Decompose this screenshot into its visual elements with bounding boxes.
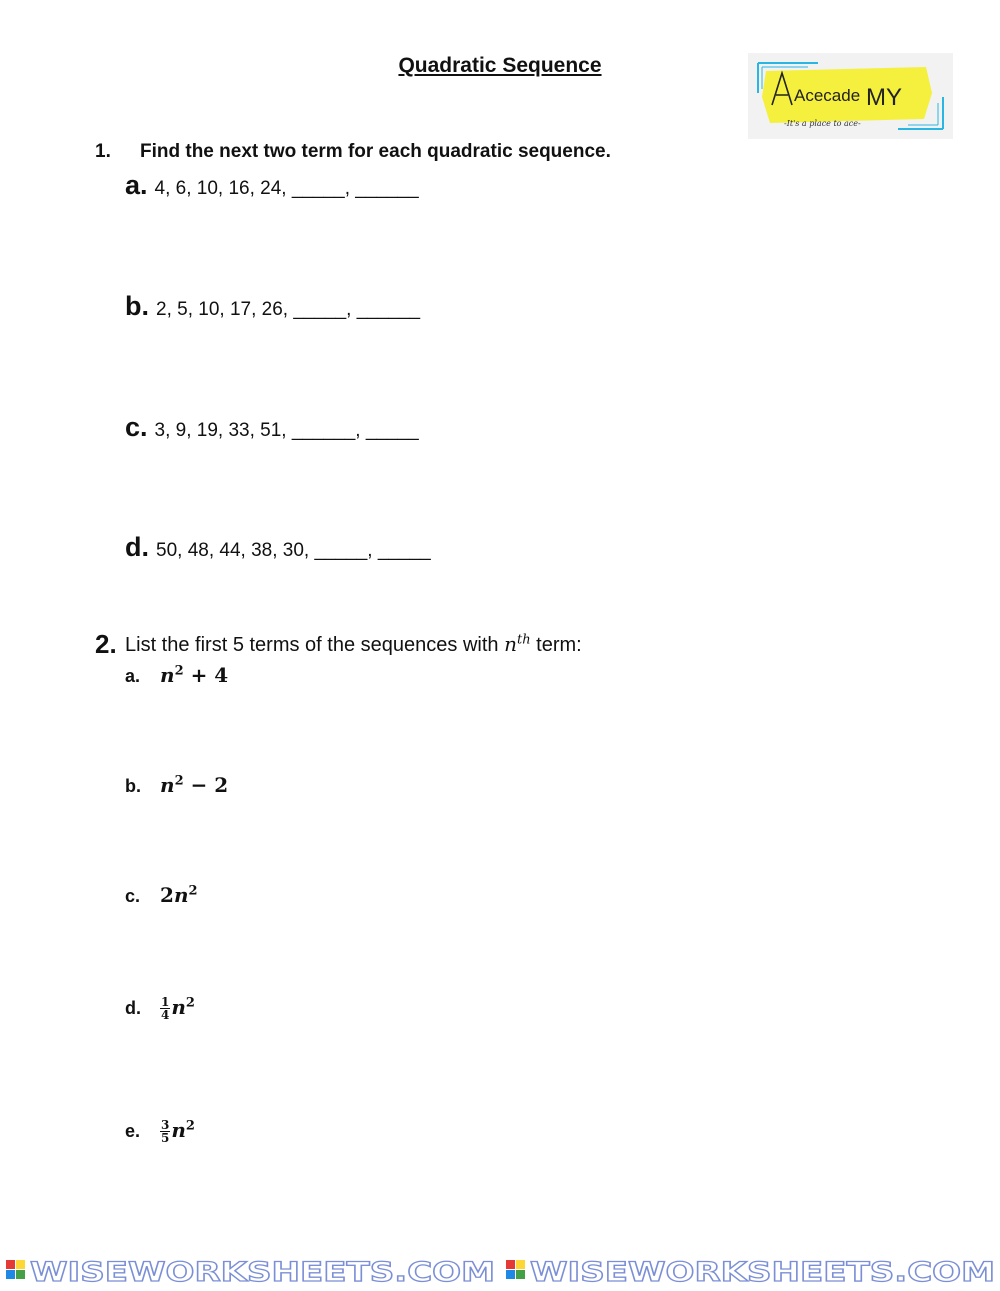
- watermark-text: WISEWORKSHEETS.COM: [30, 1257, 495, 1288]
- wise-grid-icon: [6, 1260, 25, 1279]
- item-sequence: 3, 9, 19, 33, 51, ______, _____: [154, 420, 419, 441]
- q2-item-c: [125, 883, 198, 907]
- item-letter: a.: [125, 170, 148, 200]
- item-letter: b.: [125, 291, 149, 321]
- q1-item-c: [125, 412, 419, 443]
- item-sequence: 2, 5, 10, 17, 26, _____, ______: [156, 299, 421, 320]
- q2-item-b: [125, 773, 228, 797]
- item-letter: c.: [125, 412, 148, 442]
- question-2-number: 2.: [95, 629, 117, 659]
- item-expression: $n^2 - 2$: [160, 773, 229, 797]
- question-1-instruction: Find the next two term for each quadratic sequence.: [140, 141, 611, 162]
- q1-item-a: [125, 170, 419, 201]
- logo-tagline: -It's a place to ace-: [784, 119, 861, 128]
- item-expression: $\frac{1}{4}$ $n^2$: [161, 995, 195, 1022]
- nth-symbol: $n^{th}$: [504, 632, 531, 656]
- item-letter: c.: [125, 886, 141, 906]
- item-expression: $n^2 + 4$: [160, 663, 229, 687]
- item-letter: a.: [125, 666, 141, 686]
- page-title: Quadratic Sequence: [398, 54, 602, 77]
- item-letter: e.: [125, 1121, 141, 1141]
- instruction-after: term:: [536, 634, 582, 656]
- watermark-text: WISEWORKSHEETS.COM: [530, 1257, 995, 1288]
- item-letter: d.: [125, 998, 141, 1018]
- logo-text: Acecade: [794, 86, 861, 105]
- question-1-number: 1.: [95, 141, 111, 162]
- q1-item-b: [125, 291, 420, 322]
- item-sequence: 50, 48, 44, 38, 30, _____, _____: [156, 540, 431, 561]
- item-letter: d.: [125, 532, 149, 562]
- logo-text-accent: MY: [866, 84, 902, 111]
- item-letter: b.: [125, 776, 141, 796]
- fraction: $\frac{1}{4}$: [161, 995, 170, 1022]
- question-2-instruction: [125, 632, 582, 657]
- item-sequence: 4, 6, 10, 16, 24, _____, ______: [154, 178, 419, 199]
- fraction: $\frac{3}{5}$: [161, 1118, 170, 1145]
- item-expression: $2n^2$: [160, 883, 198, 907]
- wise-grid-icon: [506, 1260, 525, 1279]
- q2-item-d: [125, 995, 195, 1021]
- item-expression: $\frac{3}{5}$ $n^2$: [161, 1118, 195, 1145]
- q2-item-e: [125, 1118, 195, 1144]
- watermark-footer: [0, 1254, 1000, 1291]
- acecademy-logo: [748, 53, 953, 139]
- q1-item-d: [125, 532, 431, 563]
- instruction-before: List the first 5 terms of the sequences with: [125, 634, 499, 656]
- q2-item-a: [125, 663, 228, 687]
